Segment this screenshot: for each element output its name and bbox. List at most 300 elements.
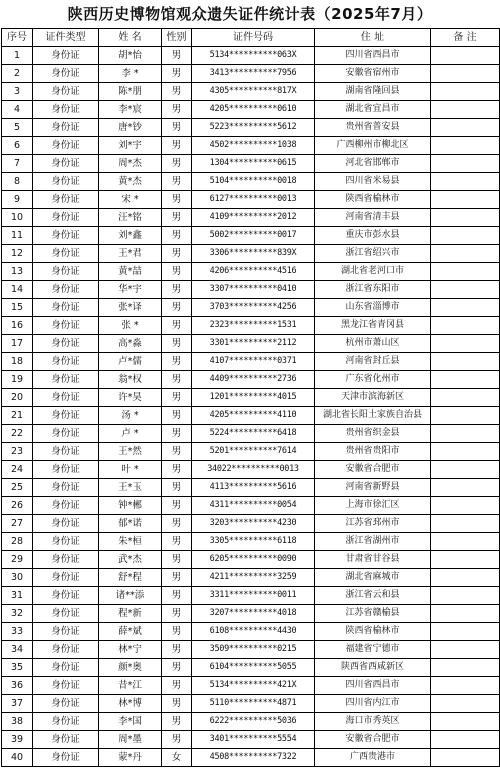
cell-seq: 1 (2, 47, 33, 65)
cell-name: 汤 * (99, 407, 162, 425)
cell-note (431, 137, 500, 155)
cell-seq: 33 (2, 623, 33, 641)
cell-type: 身份证 (33, 407, 99, 425)
cell-seq: 40 (2, 749, 33, 767)
cell-address: 四川省西昌市 (315, 677, 431, 695)
cell-note (431, 695, 500, 713)
cell-note (431, 317, 500, 335)
header-type: 证件类型 (33, 29, 99, 47)
cell-name: 王*君 (99, 245, 162, 263)
cell-type: 身份证 (33, 749, 99, 767)
table-row (2, 569, 500, 587)
cell-name: 卢*儒 (99, 353, 162, 371)
table-row (2, 695, 500, 713)
cell-name: 许*昊 (99, 389, 162, 407)
cell-gender: 男 (162, 533, 192, 551)
cell-gender: 男 (162, 425, 192, 443)
table-row (2, 65, 500, 83)
cell-seq: 8 (2, 173, 33, 191)
cell-seq: 22 (2, 425, 33, 443)
cell-type: 身份证 (33, 65, 99, 83)
cell-address: 河南省新野县 (315, 479, 431, 497)
header-id: 证件号码 (192, 29, 315, 47)
cell-type: 身份证 (33, 137, 99, 155)
cell-seq: 5 (2, 119, 33, 137)
cell-type: 身份证 (33, 191, 99, 209)
cell-type: 身份证 (33, 551, 99, 569)
table-row (2, 245, 500, 263)
cell-seq: 26 (2, 497, 33, 515)
cell-gender: 男 (162, 335, 192, 353)
table-row (2, 533, 500, 551)
cell-gender: 男 (162, 389, 192, 407)
table-row (2, 371, 500, 389)
cell-type: 身份证 (33, 101, 99, 119)
cell-name: 程*新 (99, 605, 162, 623)
cell-seq: 7 (2, 155, 33, 173)
cell-name: 林*博 (99, 695, 162, 713)
table-row (2, 335, 500, 353)
cell-address: 上海市徐汇区 (315, 497, 431, 515)
cell-name: 武*杰 (99, 551, 162, 569)
cell-note (431, 65, 500, 83)
cell-name: 朱*桓 (99, 533, 162, 551)
cell-note (431, 299, 500, 317)
cell-name: 卢 * (99, 425, 162, 443)
cell-gender: 男 (162, 299, 192, 317)
cell-type: 身份证 (33, 47, 99, 65)
cell-seq: 30 (2, 569, 33, 587)
cell-seq: 6 (2, 137, 33, 155)
cell-seq: 3 (2, 83, 33, 101)
cell-id: 4113**********5616 (192, 479, 315, 497)
cell-type: 身份证 (33, 533, 99, 551)
table-row (2, 641, 500, 659)
cell-seq: 20 (2, 389, 33, 407)
cell-note (431, 533, 500, 551)
table-row (2, 389, 500, 407)
cell-gender: 男 (162, 461, 192, 479)
cell-address: 重庆市彭水县 (315, 227, 431, 245)
cell-id: 4107**********0371 (192, 353, 315, 371)
table-row (2, 749, 500, 767)
cell-seq: 11 (2, 227, 33, 245)
cell-address: 广东省化州市 (315, 371, 431, 389)
cell-address: 贵州省贵阳市 (315, 443, 431, 461)
cell-name: 诸**添 (99, 587, 162, 605)
cell-note (431, 659, 500, 677)
cell-type: 身份证 (33, 281, 99, 299)
cell-name: 钟*郴 (99, 497, 162, 515)
cell-gender: 男 (162, 677, 192, 695)
cell-gender: 女 (162, 749, 192, 767)
cell-gender: 男 (162, 263, 192, 281)
table-row (2, 47, 500, 65)
cell-name: 陈*朋 (99, 83, 162, 101)
cell-note (431, 335, 500, 353)
cell-address: 湖北省麻城市 (315, 569, 431, 587)
cell-address: 杭州市萧山区 (315, 335, 431, 353)
table-row (2, 353, 500, 371)
cell-name: 郁*诺 (99, 515, 162, 533)
cell-address: 江苏省赣榆县 (315, 605, 431, 623)
cell-id: 5223**********5612 (192, 119, 315, 137)
cell-note (431, 551, 500, 569)
cell-id: 5002**********0017 (192, 227, 315, 245)
cell-name: 舒*程 (99, 569, 162, 587)
cell-type: 身份证 (33, 713, 99, 731)
cell-type: 身份证 (33, 641, 99, 659)
cell-id: 6205**********0090 (192, 551, 315, 569)
cell-name: 宋 * (99, 191, 162, 209)
cell-address: 湖北省长阳土家族自治县 (315, 407, 431, 425)
cell-seq: 23 (2, 443, 33, 461)
cell-seq: 18 (2, 353, 33, 371)
table-row (2, 677, 500, 695)
cell-gender: 男 (162, 407, 192, 425)
cell-address: 湖南省隆回县 (315, 83, 431, 101)
cell-address: 福建省宁德市 (315, 641, 431, 659)
cell-id: 4502**********1038 (192, 137, 315, 155)
cell-note (431, 641, 500, 659)
table-row (2, 281, 500, 299)
cell-address: 江苏省邳州市 (315, 515, 431, 533)
cell-seq: 36 (2, 677, 33, 695)
cell-gender: 男 (162, 641, 192, 659)
cell-address: 陕西省榆林市 (315, 623, 431, 641)
cell-gender: 男 (162, 227, 192, 245)
cell-gender: 男 (162, 605, 192, 623)
cell-seq: 14 (2, 281, 33, 299)
cell-seq: 15 (2, 299, 33, 317)
cell-name: 刘*宇 (99, 137, 162, 155)
cell-id: 6108**********4430 (192, 623, 315, 641)
table-row (2, 713, 500, 731)
table-row (2, 119, 500, 137)
cell-id: 4205**********0610 (192, 101, 315, 119)
cell-name: 李 * (99, 65, 162, 83)
cell-note (431, 353, 500, 371)
cell-address: 广西柳州市柳北区 (315, 137, 431, 155)
table-row (2, 83, 500, 101)
table-row (2, 731, 500, 749)
table-row (2, 407, 500, 425)
cell-address: 浙江省绍兴市 (315, 245, 431, 263)
cell-id: 3306**********839X (192, 245, 315, 263)
cell-gender: 男 (162, 587, 192, 605)
cell-type: 身份证 (33, 461, 99, 479)
cell-address: 甘肃省甘谷县 (315, 551, 431, 569)
table-header-row (2, 29, 500, 47)
cell-type: 身份证 (33, 497, 99, 515)
cell-id: 4508**********7322 (192, 749, 315, 767)
cell-type: 身份证 (33, 209, 99, 227)
cell-type: 身份证 (33, 371, 99, 389)
table-body (2, 47, 500, 767)
cell-name: 蒙*丹 (99, 749, 162, 767)
cell-type: 身份证 (33, 119, 99, 137)
cell-address: 广西贵港市 (315, 749, 431, 767)
cell-address: 贵州省普安县 (315, 119, 431, 137)
cell-id: 4109**********2012 (192, 209, 315, 227)
cell-id: 3413**********7956 (192, 65, 315, 83)
table-row (2, 551, 500, 569)
cell-address: 安徽省宿州市 (315, 65, 431, 83)
cell-note (431, 731, 500, 749)
table-row (2, 497, 500, 515)
cell-seq: 16 (2, 317, 33, 335)
table-row (2, 263, 500, 281)
cell-gender: 男 (162, 191, 192, 209)
table-row (2, 317, 500, 335)
cell-id: 3207**********4018 (192, 605, 315, 623)
cell-id: 3311**********0011 (192, 587, 315, 605)
cell-seq: 13 (2, 263, 33, 281)
cell-id: 5134**********063X (192, 47, 315, 65)
cell-seq: 19 (2, 371, 33, 389)
document-title: 陕西历史博物馆观众遗失证件统计表（2025年7月） (67, 5, 433, 23)
cell-note (431, 497, 500, 515)
cell-note (431, 119, 500, 137)
cell-gender: 男 (162, 731, 192, 749)
cell-address: 河北省邯郸市 (315, 155, 431, 173)
cell-gender: 男 (162, 101, 192, 119)
cell-id: 3203**********4230 (192, 515, 315, 533)
table-row (2, 155, 500, 173)
lost-id-table (1, 28, 500, 767)
cell-address: 河南省清丰县 (315, 209, 431, 227)
cell-note (431, 623, 500, 641)
cell-name: 昔*江 (99, 677, 162, 695)
cell-id: 5224**********6418 (192, 425, 315, 443)
cell-id: 6127**********0013 (192, 191, 315, 209)
cell-name: 华*宇 (99, 281, 162, 299)
cell-id: 4311**********0054 (192, 497, 315, 515)
cell-seq: 25 (2, 479, 33, 497)
cell-seq: 29 (2, 551, 33, 569)
header-address: 住 址 (315, 29, 431, 47)
cell-address: 四川省米易县 (315, 173, 431, 191)
cell-address: 天津市滨海新区 (315, 389, 431, 407)
table-row (2, 443, 500, 461)
cell-id: 4205**********4110 (192, 407, 315, 425)
cell-note (431, 605, 500, 623)
cell-name: 叶 * (99, 461, 162, 479)
cell-seq: 37 (2, 695, 33, 713)
cell-id: 1304**********0615 (192, 155, 315, 173)
header-gender: 性别 (162, 29, 192, 47)
cell-note (431, 281, 500, 299)
cell-address: 黑龙江省青冈县 (315, 317, 431, 335)
cell-type: 身份证 (33, 263, 99, 281)
cell-note (431, 587, 500, 605)
cell-id: 2323**********1531 (192, 317, 315, 335)
cell-seq: 31 (2, 587, 33, 605)
cell-name: 高*淼 (99, 335, 162, 353)
table-row (2, 101, 500, 119)
cell-id: 6222**********5036 (192, 713, 315, 731)
cell-seq: 12 (2, 245, 33, 263)
cell-note (431, 749, 500, 767)
cell-note (431, 461, 500, 479)
cell-type: 身份证 (33, 299, 99, 317)
cell-gender: 男 (162, 443, 192, 461)
cell-seq: 24 (2, 461, 33, 479)
cell-address: 安徽省合肥市 (315, 461, 431, 479)
cell-address: 河南省封丘县 (315, 353, 431, 371)
cell-type: 身份证 (33, 425, 99, 443)
cell-note (431, 713, 500, 731)
cell-id: 6104**********5055 (192, 659, 315, 677)
cell-id: 4206**********4516 (192, 263, 315, 281)
cell-name: 翁*权 (99, 371, 162, 389)
cell-note (431, 407, 500, 425)
cell-address: 陕西省西咸新区 (315, 659, 431, 677)
cell-name: 薛*斌 (99, 623, 162, 641)
cell-address: 贵州省织金县 (315, 425, 431, 443)
cell-type: 身份证 (33, 605, 99, 623)
cell-type: 身份证 (33, 83, 99, 101)
cell-seq: 35 (2, 659, 33, 677)
cell-type: 身份证 (33, 587, 99, 605)
cell-name: 周*杰 (99, 155, 162, 173)
cell-name: 李*国 (99, 713, 162, 731)
cell-address: 湖北省宜昌市 (315, 101, 431, 119)
cell-address: 四川省内江市 (315, 695, 431, 713)
cell-note (431, 101, 500, 119)
cell-seq: 28 (2, 533, 33, 551)
cell-address: 山东省淄博市 (315, 299, 431, 317)
cell-id: 5104**********0018 (192, 173, 315, 191)
cell-seq: 4 (2, 101, 33, 119)
cell-note (431, 263, 500, 281)
table-row (2, 227, 500, 245)
cell-name: 黄*杰 (99, 173, 162, 191)
table-row (2, 623, 500, 641)
cell-gender: 男 (162, 47, 192, 65)
cell-name: 张 * (99, 317, 162, 335)
cell-name: 刘*鑫 (99, 227, 162, 245)
cell-type: 身份证 (33, 677, 99, 695)
cell-type: 身份证 (33, 173, 99, 191)
cell-note (431, 371, 500, 389)
cell-type: 身份证 (33, 335, 99, 353)
cell-note (431, 47, 500, 65)
cell-name: 王*然 (99, 443, 162, 461)
cell-name: 周*墨 (99, 731, 162, 749)
cell-type: 身份证 (33, 479, 99, 497)
cell-id: 1201**********4015 (192, 389, 315, 407)
cell-type: 身份证 (33, 515, 99, 533)
cell-address: 浙江省云和县 (315, 587, 431, 605)
cell-name: 颜*奥 (99, 659, 162, 677)
cell-type: 身份证 (33, 659, 99, 677)
cell-gender: 男 (162, 695, 192, 713)
cell-name: 张*译 (99, 299, 162, 317)
cell-gender: 男 (162, 65, 192, 83)
cell-gender: 男 (162, 281, 192, 299)
cell-address: 湖北省老河口市 (315, 263, 431, 281)
cell-name: 黄*喆 (99, 263, 162, 281)
cell-type: 身份证 (33, 623, 99, 641)
cell-type: 身份证 (33, 227, 99, 245)
cell-gender: 男 (162, 623, 192, 641)
table-row (2, 173, 500, 191)
cell-id: 5201**********7614 (192, 443, 315, 461)
cell-gender: 男 (162, 497, 192, 515)
cell-seq: 2 (2, 65, 33, 83)
cell-note (431, 425, 500, 443)
cell-name: 王*玉 (99, 479, 162, 497)
table-row (2, 605, 500, 623)
cell-seq: 39 (2, 731, 33, 749)
cell-name: 汪*铭 (99, 209, 162, 227)
cell-note (431, 443, 500, 461)
cell-gender: 男 (162, 173, 192, 191)
cell-gender: 男 (162, 371, 192, 389)
cell-gender: 男 (162, 551, 192, 569)
cell-address: 海口市秀英区 (315, 713, 431, 731)
cell-id: 3307**********0410 (192, 281, 315, 299)
cell-id: 34022**********0013 (192, 461, 315, 479)
cell-type: 身份证 (33, 389, 99, 407)
cell-note (431, 245, 500, 263)
cell-note (431, 677, 500, 695)
cell-type: 身份证 (33, 353, 99, 371)
cell-gender: 男 (162, 479, 192, 497)
cell-gender: 男 (162, 659, 192, 677)
cell-id: 3509**********0215 (192, 641, 315, 659)
cell-address: 陕西省榆林市 (315, 191, 431, 209)
cell-seq: 32 (2, 605, 33, 623)
header-seq: 序号 (2, 29, 33, 47)
cell-note (431, 209, 500, 227)
cell-gender: 男 (162, 713, 192, 731)
cell-gender: 男 (162, 317, 192, 335)
cell-id: 3703**********4256 (192, 299, 315, 317)
table-row (2, 461, 500, 479)
cell-seq: 10 (2, 209, 33, 227)
cell-gender: 男 (162, 137, 192, 155)
cell-note (431, 515, 500, 533)
cell-seq: 21 (2, 407, 33, 425)
cell-note (431, 569, 500, 587)
cell-address: 浙江省湖州市 (315, 533, 431, 551)
cell-type: 身份证 (33, 695, 99, 713)
cell-seq: 17 (2, 335, 33, 353)
cell-note (431, 155, 500, 173)
cell-note (431, 389, 500, 407)
table-row (2, 137, 500, 155)
header-name: 姓 名 (99, 29, 162, 47)
cell-gender: 男 (162, 569, 192, 587)
table-row (2, 299, 500, 317)
cell-note (431, 173, 500, 191)
table-row (2, 515, 500, 533)
table-row (2, 425, 500, 443)
cell-type: 身份证 (33, 569, 99, 587)
cell-seq: 34 (2, 641, 33, 659)
cell-id: 4211**********3259 (192, 569, 315, 587)
cell-address: 浙江省东阳市 (315, 281, 431, 299)
table-row (2, 191, 500, 209)
cell-type: 身份证 (33, 443, 99, 461)
cell-id: 4305**********817X (192, 83, 315, 101)
table-row (2, 659, 500, 677)
cell-gender: 男 (162, 209, 192, 227)
header-note: 备 注 (431, 29, 500, 47)
table-row (2, 587, 500, 605)
